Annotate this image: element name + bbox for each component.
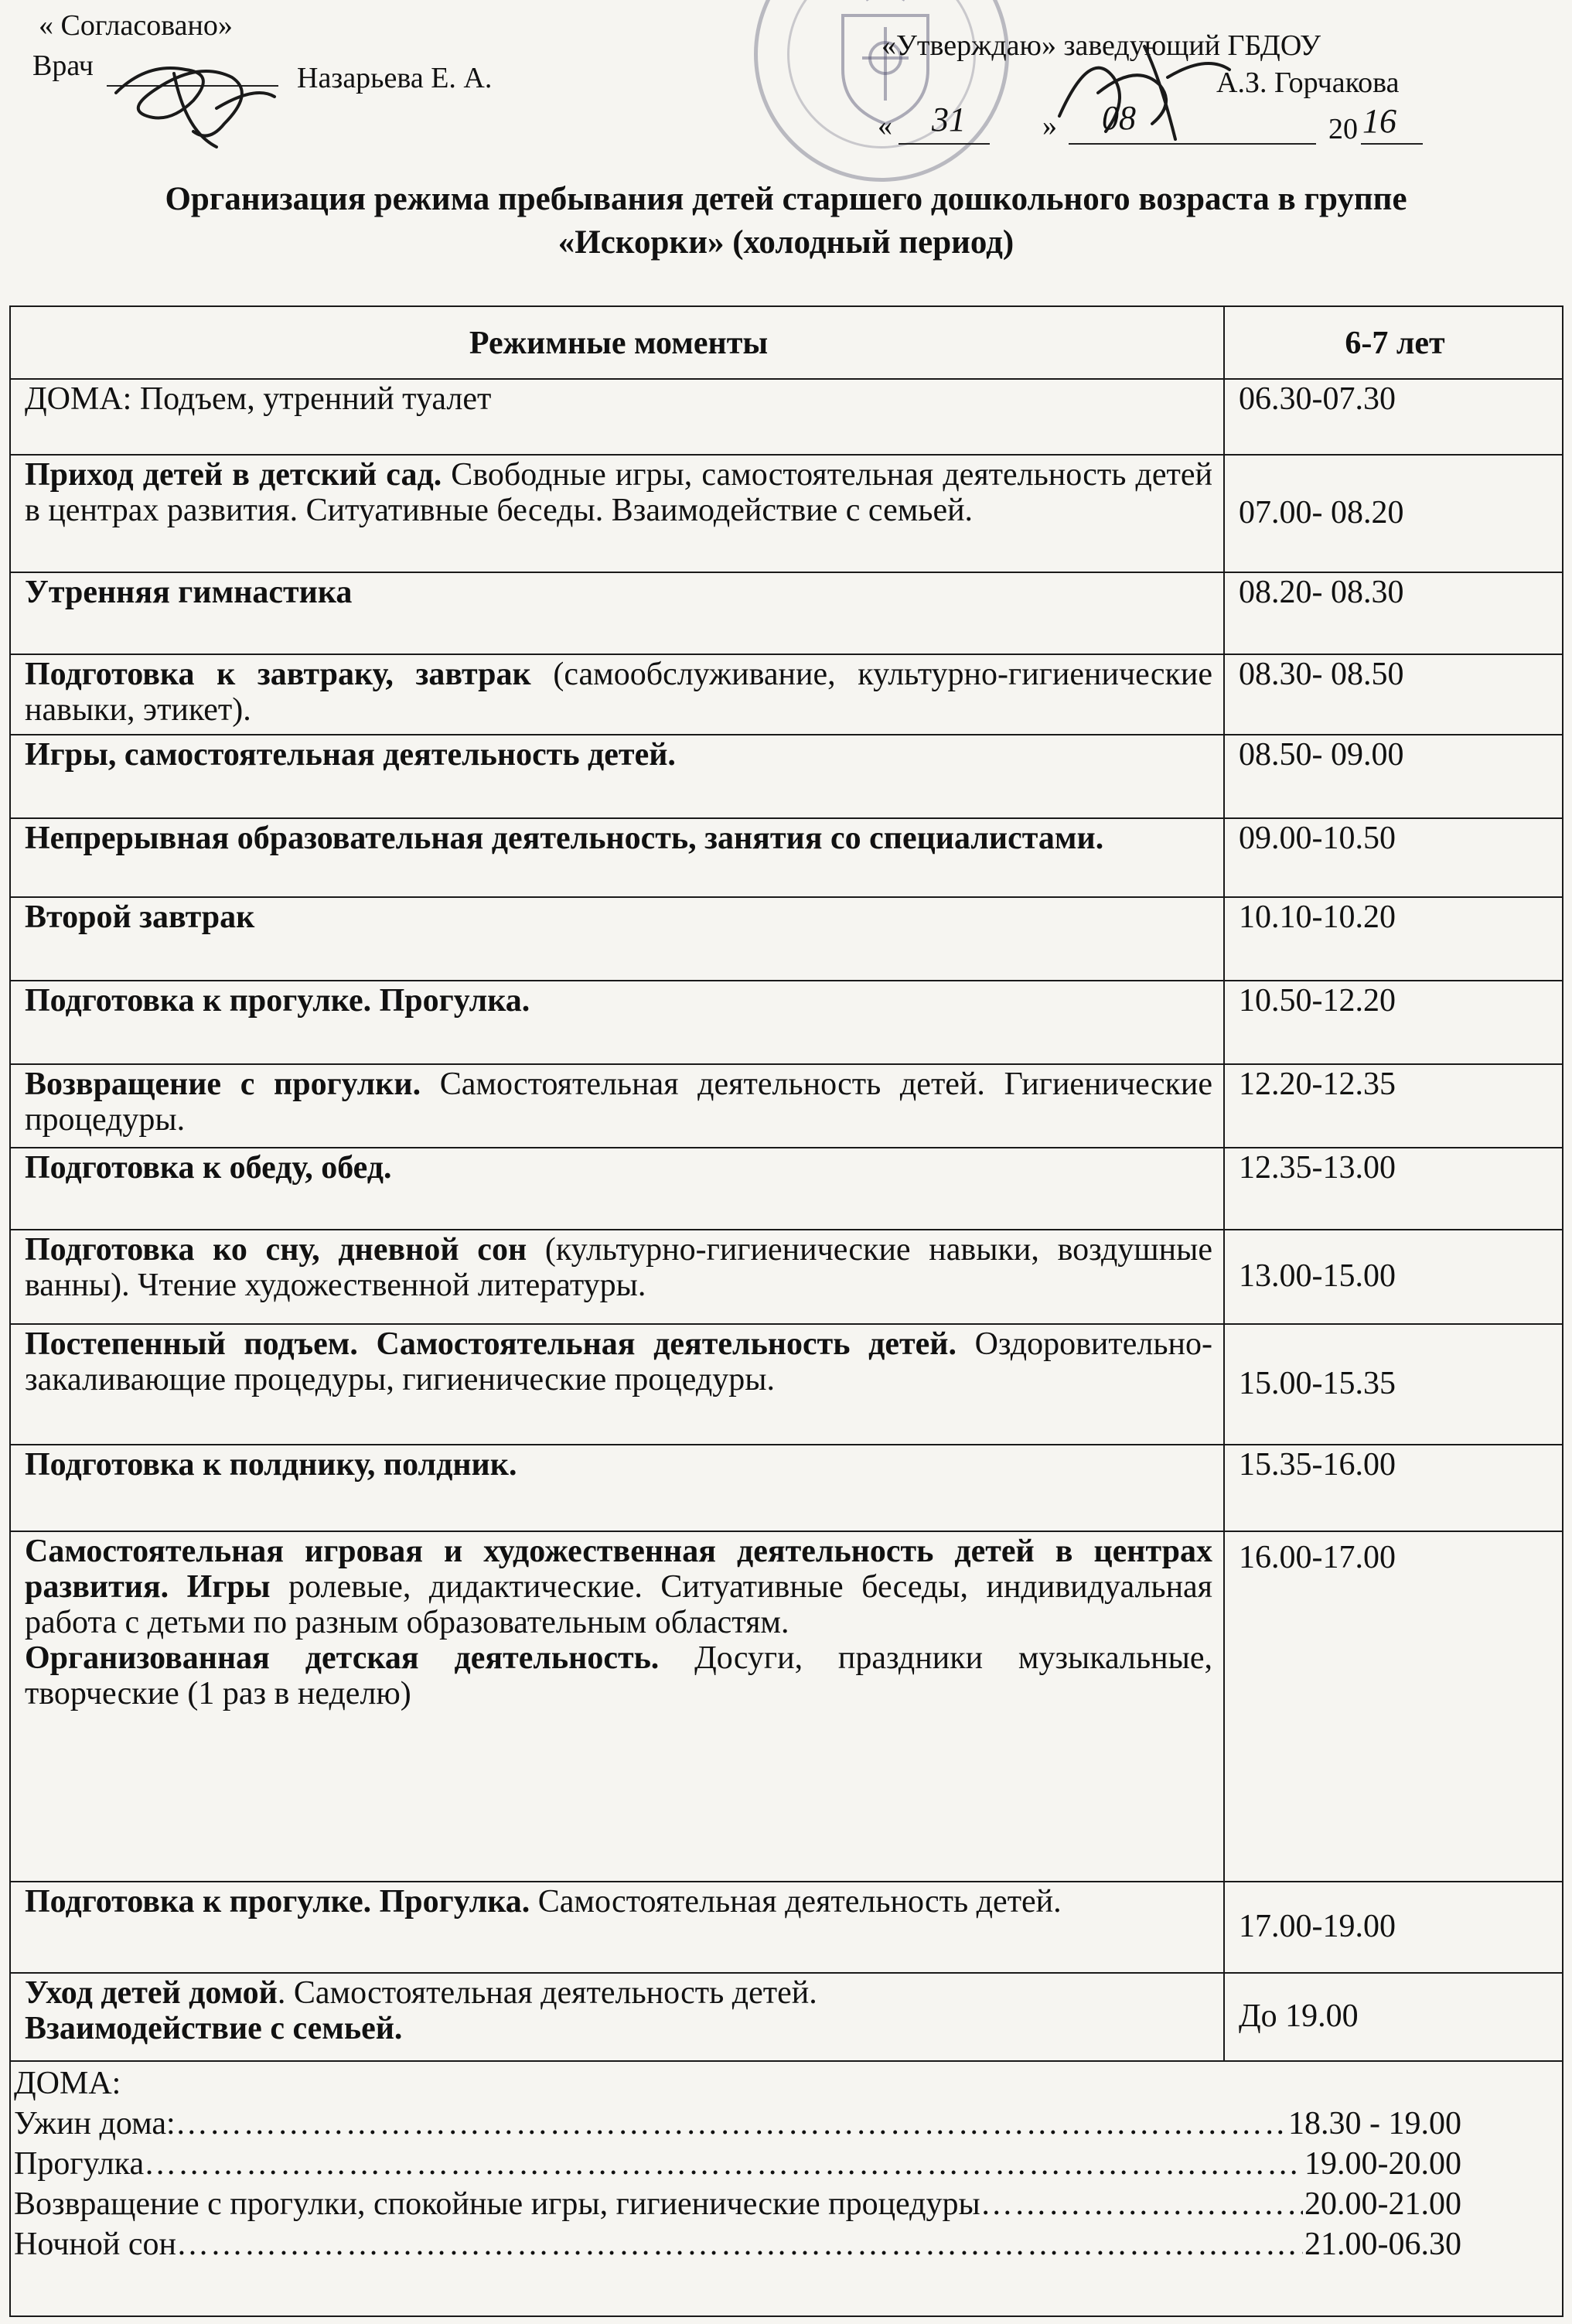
home-item	[14, 2104, 1461, 2144]
table-row	[10, 572, 1563, 654]
activity-cell: Подготовка к обеду, обед.	[10, 1148, 1224, 1230]
date-year-line	[1361, 143, 1423, 145]
table-row	[10, 981, 1563, 1064]
home-item-dots	[144, 2144, 1303, 2184]
director-name: А.З. Горчакова	[1216, 67, 1400, 99]
time-cell: 08.30- 08.50	[1224, 654, 1563, 735]
table-row	[10, 1531, 1563, 1882]
activity-cell: Постепенный подъем. Самостоятельная деятельность детей. Оздоровительно-закаливающие процедуры, гигиенические процедуры.	[10, 1324, 1224, 1445]
date-day: 31	[932, 101, 966, 138]
activity-cell: ДОМА: Подъем, утренний туалет	[10, 379, 1224, 455]
time-cell: 08.20- 08.30	[1224, 572, 1563, 654]
page-title-line2: «Искорки» (холодный период)	[558, 224, 1014, 261]
page-title-line1: Организация режима пребывания детей старшего дошкольного возраста в группе	[165, 181, 1407, 217]
table-row	[10, 379, 1563, 455]
table-row	[10, 1230, 1563, 1324]
doctor-name: Назарьева Е. А.	[297, 62, 493, 94]
activity-cell: Приход детей в детский сад. Свободные игры, самостоятельная деятельность детей в центрах развития. Ситуативные беседы. Взаимодействие с семьей.	[10, 455, 1224, 572]
schedule-table	[9, 305, 1563, 2317]
director-signature	[1044, 31, 1245, 155]
activity-cell: Подготовка к прогулке. Прогулка.	[10, 981, 1224, 1064]
time-cell: 10.10-10.20	[1224, 897, 1563, 981]
date-year-suffix: 16	[1362, 102, 1396, 140]
column-header-age: 6-7 лет	[1224, 306, 1563, 379]
table-row	[10, 455, 1563, 572]
home-item-dots	[176, 2104, 1287, 2144]
activity-cell: Непрерывная образовательная деятельность, занятия со специалистами.	[10, 818, 1224, 897]
date-year-prefix: 20	[1328, 113, 1358, 145]
home-item	[14, 2144, 1461, 2184]
home-section-row	[10, 2061, 1563, 2316]
home-item-label: Ужин дома:	[14, 2106, 176, 2141]
home-item-dots	[176, 2224, 1303, 2264]
home-item-label: Возвращение с прогулки, спокойные игры, гигиенические процедуры	[14, 2186, 980, 2222]
time-cell: 15.35-16.00	[1224, 1445, 1563, 1531]
doctor-signature	[101, 39, 286, 155]
time-cell: 17.00-19.00	[1224, 1882, 1563, 1973]
time-cell: 16.00-17.00	[1224, 1531, 1563, 1882]
time-cell: До 19.00	[1224, 1973, 1563, 2061]
home-item-time: 21.00-06.30	[1304, 2227, 1461, 2262]
table-row	[10, 1973, 1563, 2061]
time-cell: 12.20-12.35	[1224, 1064, 1563, 1148]
agreed-label: « Согласовано»	[39, 9, 233, 42]
home-item-time: 19.00-20.00	[1304, 2146, 1461, 2182]
date-open-quote: «	[878, 110, 892, 142]
table-row	[10, 897, 1563, 981]
home-item	[14, 2224, 1461, 2264]
activity-cell: Второй завтрак	[10, 897, 1224, 981]
time-cell: 13.00-15.00	[1224, 1230, 1563, 1324]
table-row	[10, 1148, 1563, 1230]
home-section-cell	[10, 2061, 1563, 2316]
time-cell: 09.00-10.50	[1224, 818, 1563, 897]
home-item-time: 18.30 - 19.00	[1288, 2106, 1461, 2141]
date-day-line	[899, 143, 990, 145]
activity-cell: Подготовка к прогулке. Прогулка. Самостоятельная деятельность детей.	[10, 1882, 1224, 1973]
home-item-time: 20.00-21.00	[1304, 2186, 1461, 2222]
activity-cell: Подготовка ко сну, дневной сон (культурно-гигиенические навыки, воздушные ванны). Чтение художественной литературы.	[10, 1230, 1224, 1324]
date-month: 08	[1102, 99, 1136, 137]
time-cell: 12.35-13.00	[1224, 1148, 1563, 1230]
column-header-activity: Режимные моменты	[10, 306, 1224, 379]
activity-cell: Уход детей домой. Самостоятельная деятельность детей. Взаимодействие с семьей.	[10, 1973, 1224, 2061]
activity-cell: Подготовка к полднику, полдник.	[10, 1445, 1224, 1531]
table-row	[10, 654, 1563, 735]
table-row	[10, 1324, 1563, 1445]
doctor-role: Врач	[32, 49, 94, 82]
activity-cell: Самостоятельная игровая и художественная деятельность детей в центрах развития. Игры ролевые, дидактические. Ситуативные беседы, индивидуальная работа с детьми по разным образовательным областям. Организованная детская деятельность. Досуги, праздники музыкальные, творческие (1 раз в неделю)	[10, 1531, 1224, 1882]
time-cell: 10.50-12.20	[1224, 981, 1563, 1064]
time-cell: 08.50- 09.00	[1224, 735, 1563, 818]
home-item-label: Прогулка	[14, 2146, 145, 2182]
table-row	[10, 818, 1563, 897]
table-header-row	[10, 306, 1563, 379]
time-cell: 07.00- 08.20	[1224, 455, 1563, 572]
date-month-line	[1069, 143, 1316, 145]
table-row	[10, 1882, 1563, 1973]
table-row	[10, 1064, 1563, 1148]
activity-cell: Игры, самостоятельная деятельность детей.	[10, 735, 1224, 818]
activity-cell: Подготовка к завтраку, завтрак (самообслуживание, культурно-гигиенические навыки, этикет).	[10, 654, 1224, 735]
home-item-label: Ночной сон	[14, 2227, 176, 2262]
table-row	[10, 735, 1563, 818]
activity-cell: Утренняя гимнастика	[10, 572, 1224, 654]
time-cell: 06.30-07.30	[1224, 379, 1563, 455]
activity-cell: Возвращение с прогулки. Самостоятельная деятельность детей. Гигиенические процедуры.	[10, 1064, 1224, 1148]
home-item	[14, 2184, 1461, 2224]
approved-label: «Утверждаю» заведующий ГБДОУ	[881, 29, 1321, 62]
home-section-title: ДОМА:	[14, 2066, 121, 2101]
date-close-quote: »	[1042, 110, 1057, 142]
table-row	[10, 1445, 1563, 1531]
home-item-dots	[980, 2184, 1303, 2224]
time-cell: 15.00-15.35	[1224, 1324, 1563, 1445]
